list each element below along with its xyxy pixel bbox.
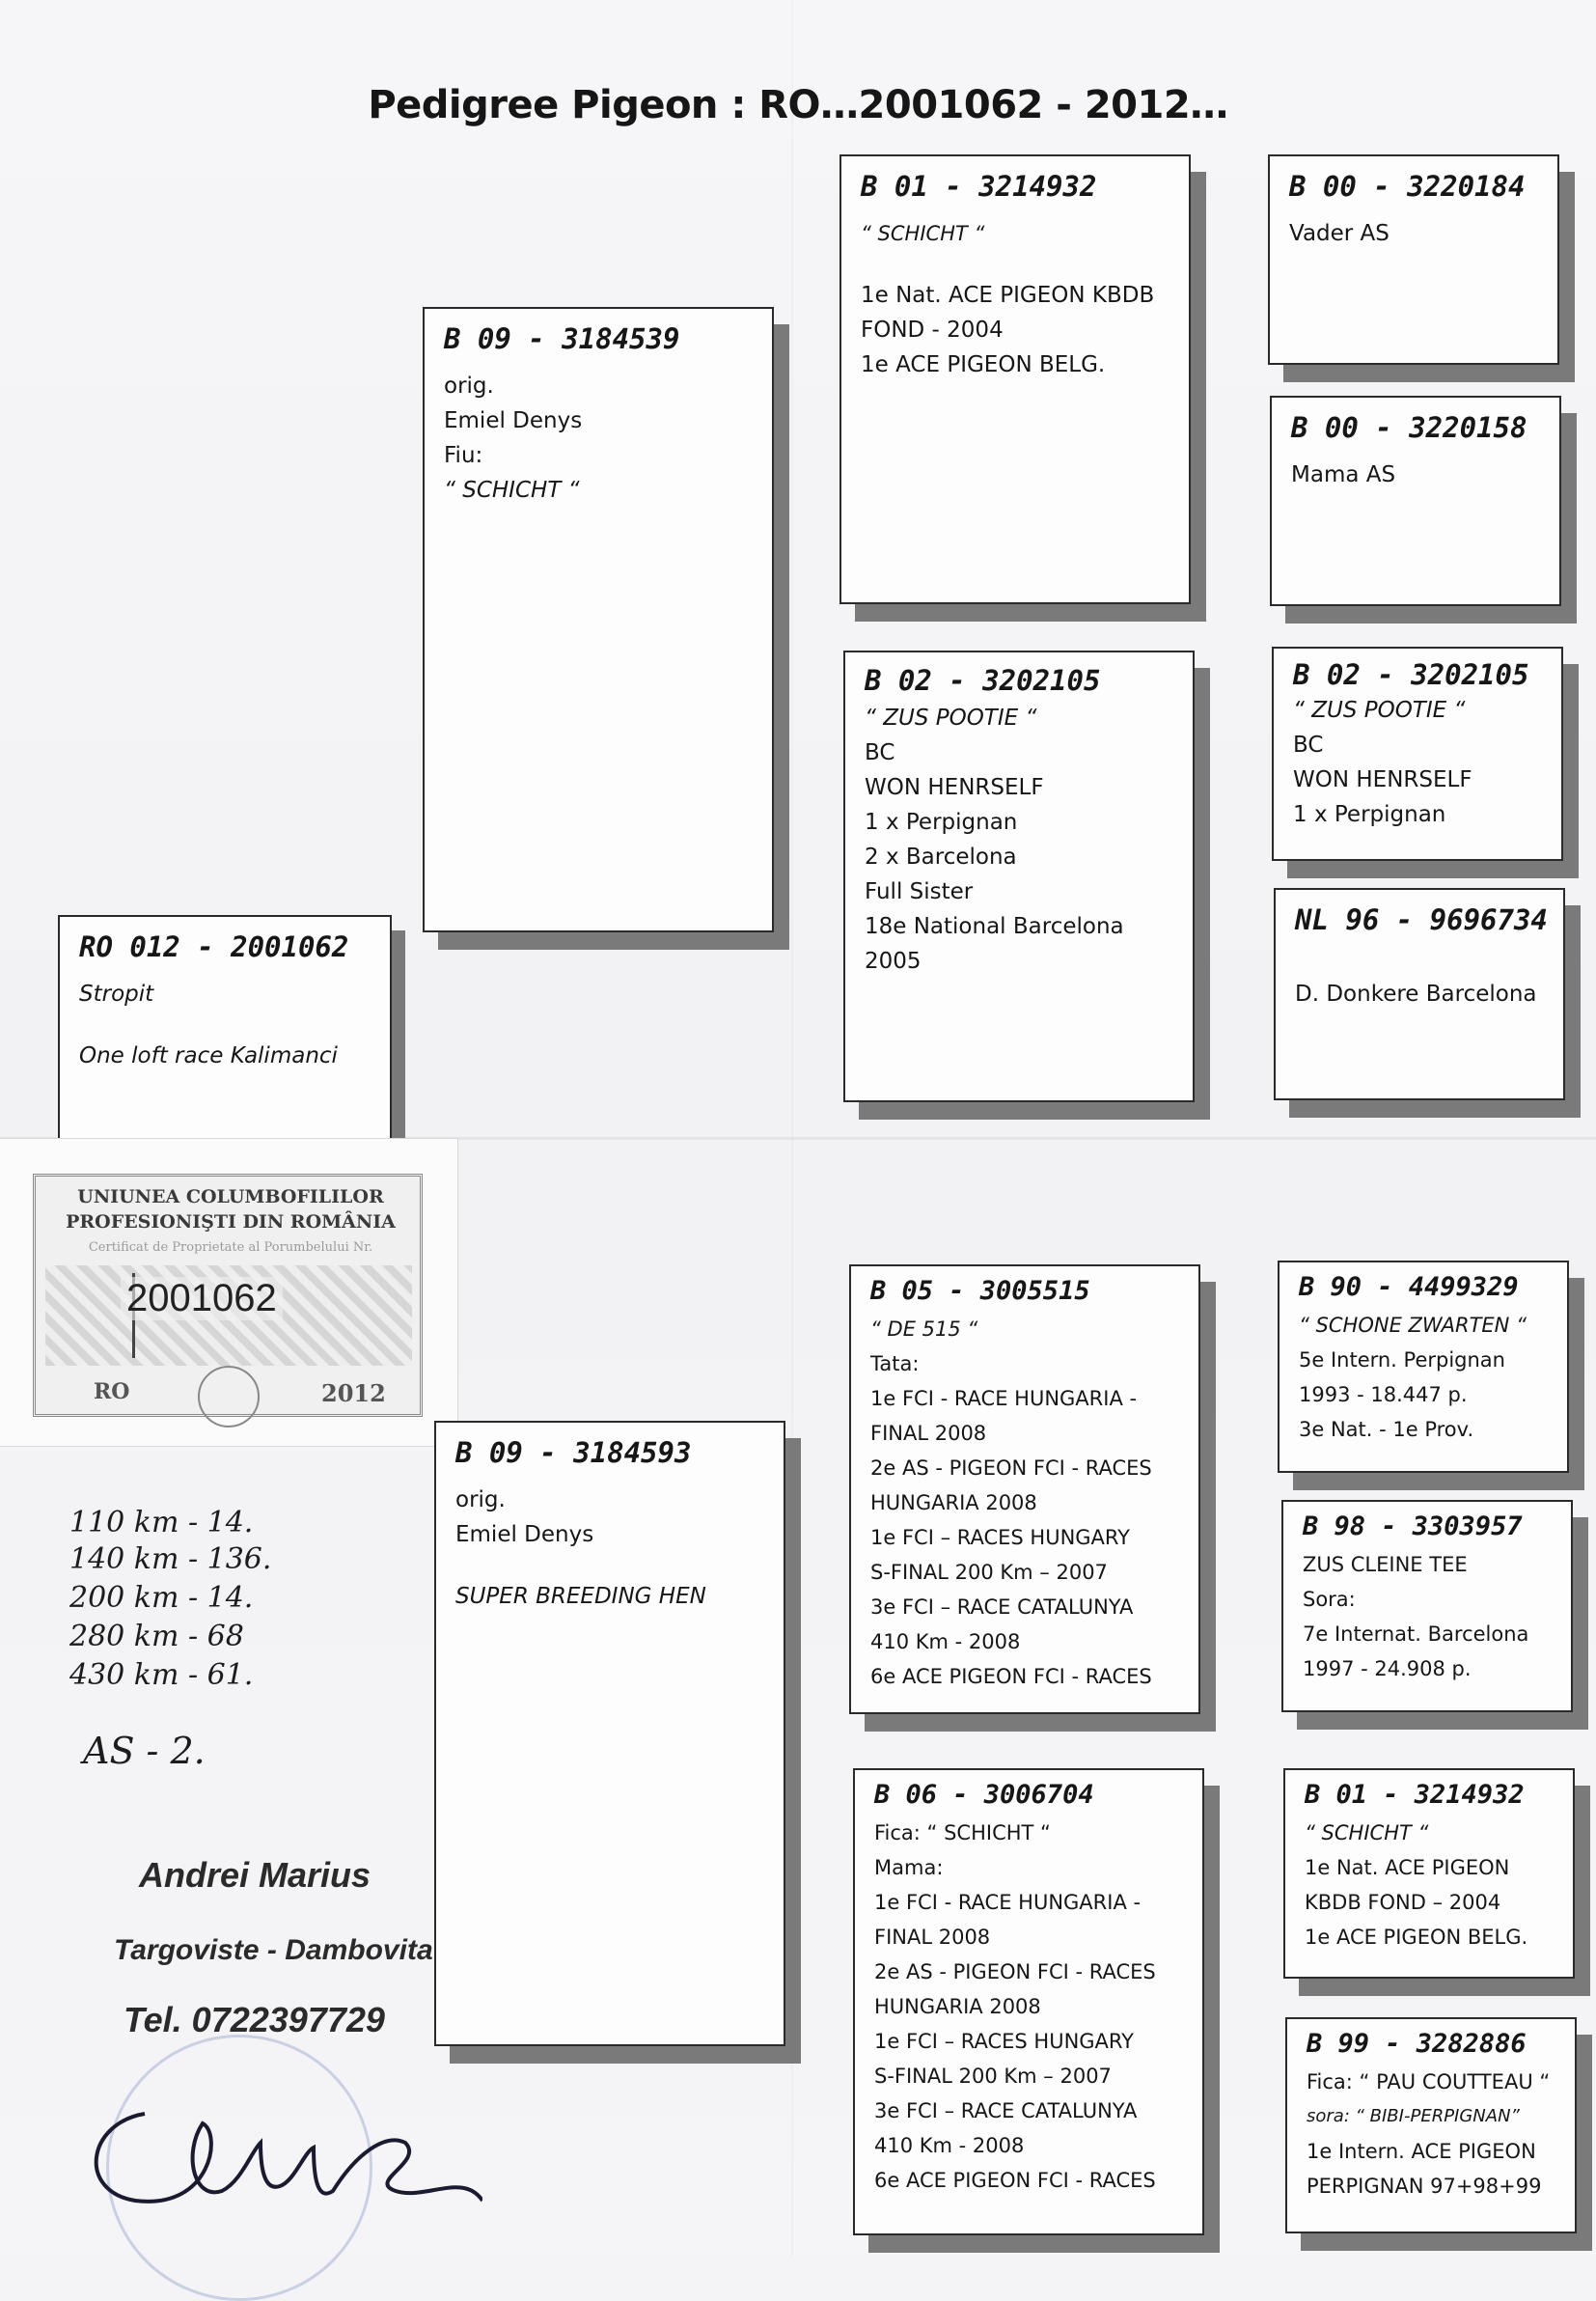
great-grandsire-2-line: BC xyxy=(1293,733,1324,758)
grandsire-1-ring-id: B 01 - 3214932 xyxy=(861,170,1097,203)
grandsire-2-box xyxy=(849,1264,1200,1714)
certificate-country: RO xyxy=(94,1379,130,1404)
great-grandsire-4-line: 1e Nat. ACE PIGEON xyxy=(1305,1856,1510,1879)
grandsire-1-box xyxy=(839,154,1191,604)
great-grandsire-1-ring-id: B 00 - 3220184 xyxy=(1289,170,1526,203)
great-granddam-3-line: Sora: xyxy=(1303,1588,1356,1611)
great-grandsire-2-ring-id: B 02 - 3202105 xyxy=(1293,658,1529,691)
grandsire-2-line: 3e FCI – RACE CATALUNYA xyxy=(870,1595,1134,1619)
paper-fold-vertical xyxy=(791,0,793,2257)
granddam-1-line: 2005 xyxy=(865,949,922,974)
subject-line: One loft race Kalimanci xyxy=(79,1043,338,1068)
ownership-certificate xyxy=(0,1139,457,1446)
great-granddam-4-line: Fica: “ PAU COUTTEAU “ xyxy=(1307,2070,1551,2093)
grandsire-2-line: 410 Km - 2008 xyxy=(870,1630,1021,1653)
great-granddam-1-ring-id: B 00 - 3220158 xyxy=(1291,411,1527,444)
grandsire-2-line: S-FINAL 200 Km – 2007 xyxy=(870,1561,1108,1584)
great-granddam-4-ring-id: B 99 - 3282886 xyxy=(1307,2029,1527,2059)
sire-line: Emiel Denys xyxy=(444,408,583,433)
granddam-2-line: 3e FCI – RACE CATALUNYA xyxy=(874,2099,1138,2122)
dam-ring-id: B 09 - 3184593 xyxy=(455,1436,692,1469)
great-grandsire-4-ring-id: B 01 - 3214932 xyxy=(1305,1780,1525,1810)
granddam-2-line: 410 Km - 2008 xyxy=(874,2134,1025,2157)
grandsire-2-line: 2e AS - PIGEON FCI - RACES xyxy=(870,1456,1152,1480)
great-grandsire-3-line: 1993 - 18.447 p. xyxy=(1299,1383,1468,1406)
owner-name: Andrei Marius xyxy=(139,1855,371,1895)
granddam-2-line: HUNGARIA 2008 xyxy=(874,1995,1041,2018)
page-title: Pedigree Pigeon : RO…2001062 - 2012… xyxy=(368,83,1228,127)
grandsire-1-line: FOND - 2004 xyxy=(861,318,1004,343)
grandsire-2-line: 1e FCI - RACE HUNGARIA - xyxy=(870,1387,1138,1410)
great-granddam-2-box xyxy=(1274,888,1565,1100)
great-grandsire-3-line: 3e Nat. - 1e Prov. xyxy=(1299,1418,1474,1441)
certificate-year: 2012 xyxy=(321,1379,386,1407)
great-granddam-3-box xyxy=(1281,1500,1573,1712)
signature-icon xyxy=(77,2094,482,2230)
granddam-2-line: Fica: “ SCHICHT “ xyxy=(874,1821,1051,1844)
certificate-frame xyxy=(33,1174,423,1417)
granddam-2-line: 1e FCI - RACE HUNGARIA - xyxy=(874,1891,1142,1914)
great-grandsire-3-box xyxy=(1278,1261,1569,1473)
granddam-2-line: 1e FCI – RACES HUNGARY xyxy=(874,2030,1135,2053)
handwritten-result: AS - 2. xyxy=(83,1730,206,1772)
granddam-2-ring-id: B 06 - 3006704 xyxy=(874,1780,1094,1810)
owner-location: Targoviste - Dambovita xyxy=(114,1934,433,1966)
granddam-2-line: S-FINAL 200 Km – 2007 xyxy=(874,2065,1112,2088)
handwritten-result: 200 km - 14. xyxy=(69,1581,254,1615)
great-grandsire-1-box xyxy=(1268,154,1559,365)
granddam-2-line: FINAL 2008 xyxy=(874,1926,991,1949)
great-grandsire-3-ring-id: B 90 - 4499329 xyxy=(1299,1272,1519,1302)
handwritten-result: 140 km - 136. xyxy=(69,1542,272,1576)
great-granddam-4-line: 1e Intern. ACE PIGEON xyxy=(1307,2140,1536,2163)
grandsire-2-line: FINAL 2008 xyxy=(870,1422,987,1445)
handwritten-result: 430 km - 61. xyxy=(69,1658,254,1692)
granddam-1-line: 1 x Perpignan xyxy=(865,810,1018,835)
granddam-1-ring-id: B 02 - 3202105 xyxy=(865,664,1101,697)
great-grandsire-3-line: 5e Intern. Perpignan xyxy=(1299,1348,1505,1372)
granddam-2-line: 6e ACE PIGEON FCI - RACES xyxy=(874,2169,1156,2192)
great-granddam-3-line: 7e Internat. Barcelona xyxy=(1303,1622,1529,1646)
grandsire-1-line: “ SCHICHT “ xyxy=(861,222,985,245)
grandsire-2-line: “ DE 515 “ xyxy=(870,1317,978,1341)
handwritten-result: 110 km - 14. xyxy=(69,1506,254,1539)
certificate-org-line2: PROFESIONIŞTI DIN ROMÂNIA xyxy=(66,1211,396,1233)
great-granddam-3-line: 1997 - 24.908 p. xyxy=(1303,1657,1472,1680)
granddam-2-line: 2e AS - PIGEON FCI - RACES xyxy=(874,1960,1156,1983)
certificate-subtitle: Certificat de Proprietate al Porumbelului Nr. xyxy=(88,1240,373,1255)
granddam-1-line: “ ZUS POOTIE “ xyxy=(865,706,1037,731)
subject-box xyxy=(58,915,392,1176)
great-granddam-4-line: sora: “ BIBI-PERPIGNAN” xyxy=(1307,2106,1520,2126)
great-grandsire-4-line: 1e ACE PIGEON BELG. xyxy=(1305,1926,1528,1949)
subject-line: Stropit xyxy=(79,982,154,1007)
great-grandsire-4-line: KBDB FOND – 2004 xyxy=(1305,1891,1501,1914)
granddam-1-line: WON HENRSELF xyxy=(865,775,1044,800)
dam-line: SUPER BREEDING HEN xyxy=(455,1584,706,1609)
sire-box xyxy=(423,307,774,932)
grandsire-2-line: HUNGARIA 2008 xyxy=(870,1491,1037,1514)
certificate-seal-icon xyxy=(198,1366,260,1428)
dam-line: orig. xyxy=(455,1487,506,1512)
granddam-2-line: Mama: xyxy=(874,1856,944,1879)
grandsire-2-ring-id: B 05 - 3005515 xyxy=(870,1276,1090,1306)
sire-line: Fiu: xyxy=(444,443,483,468)
great-granddam-1-line: Mama AS xyxy=(1291,462,1396,487)
great-granddam-4-line: PERPIGNAN 97+98+99 xyxy=(1307,2175,1542,2198)
great-granddam-3-line: ZUS CLEINE TEE xyxy=(1303,1553,1468,1576)
great-grandsire-2-line: “ ZUS POOTIE “ xyxy=(1293,698,1466,723)
grandsire-1-line: 1e Nat. ACE PIGEON KBDB xyxy=(861,283,1155,308)
sire-line: orig. xyxy=(444,374,494,399)
subject-ring-id: RO 012 - 2001062 xyxy=(79,930,349,963)
granddam-1-line: 2 x Barcelona xyxy=(865,845,1017,870)
certificate-number: 2001062 xyxy=(121,1277,283,1320)
great-grandsire-2-line: WON HENRSELF xyxy=(1293,767,1472,792)
great-grandsire-1-line: Vader AS xyxy=(1289,221,1390,246)
great-granddam-3-ring-id: B 98 - 3303957 xyxy=(1303,1511,1523,1541)
great-grandsire-2-box xyxy=(1272,647,1563,861)
grandsire-1-line: 1e ACE PIGEON BELG. xyxy=(861,352,1106,377)
grandsire-2-line: 1e FCI – RACES HUNGARY xyxy=(870,1526,1131,1549)
granddam-1-line: BC xyxy=(865,740,895,765)
granddam-1-box xyxy=(843,651,1195,1102)
grandsire-2-line: Tata: xyxy=(870,1352,920,1375)
great-grandsire-2-line: 1 x Perpignan xyxy=(1293,802,1446,827)
great-granddam-2-ring-id: NL 96 - 9696734 xyxy=(1295,903,1548,936)
sire-ring-id: B 09 - 3184539 xyxy=(444,322,680,355)
great-grandsire-3-line: “ SCHONE ZWARTEN “ xyxy=(1299,1314,1527,1337)
handwritten-result: 280 km - 68 xyxy=(69,1620,244,1653)
certificate-org-line1: UNIUNEA COLUMBOFILILOR xyxy=(77,1186,384,1207)
great-granddam-2-line: D. Donkere Barcelona xyxy=(1295,982,1537,1007)
owner-phone: Tel. 0722397729 xyxy=(124,2000,385,2039)
dam-line: Emiel Denys xyxy=(455,1522,594,1547)
great-granddam-1-box xyxy=(1270,396,1561,606)
great-grandsire-4-box xyxy=(1283,1768,1575,1979)
granddam-1-line: 18e National Barcelona xyxy=(865,914,1124,939)
sire-line: “ SCHICHT “ xyxy=(444,478,580,503)
great-grandsire-4-line: “ SCHICHT “ xyxy=(1305,1821,1429,1844)
granddam-1-line: Full Sister xyxy=(865,879,974,904)
granddam-2-box xyxy=(853,1768,1204,2235)
dam-box xyxy=(434,1421,785,2046)
grandsire-2-line: 6e ACE PIGEON FCI - RACES xyxy=(870,1665,1152,1688)
great-granddam-4-box xyxy=(1285,2017,1577,2233)
